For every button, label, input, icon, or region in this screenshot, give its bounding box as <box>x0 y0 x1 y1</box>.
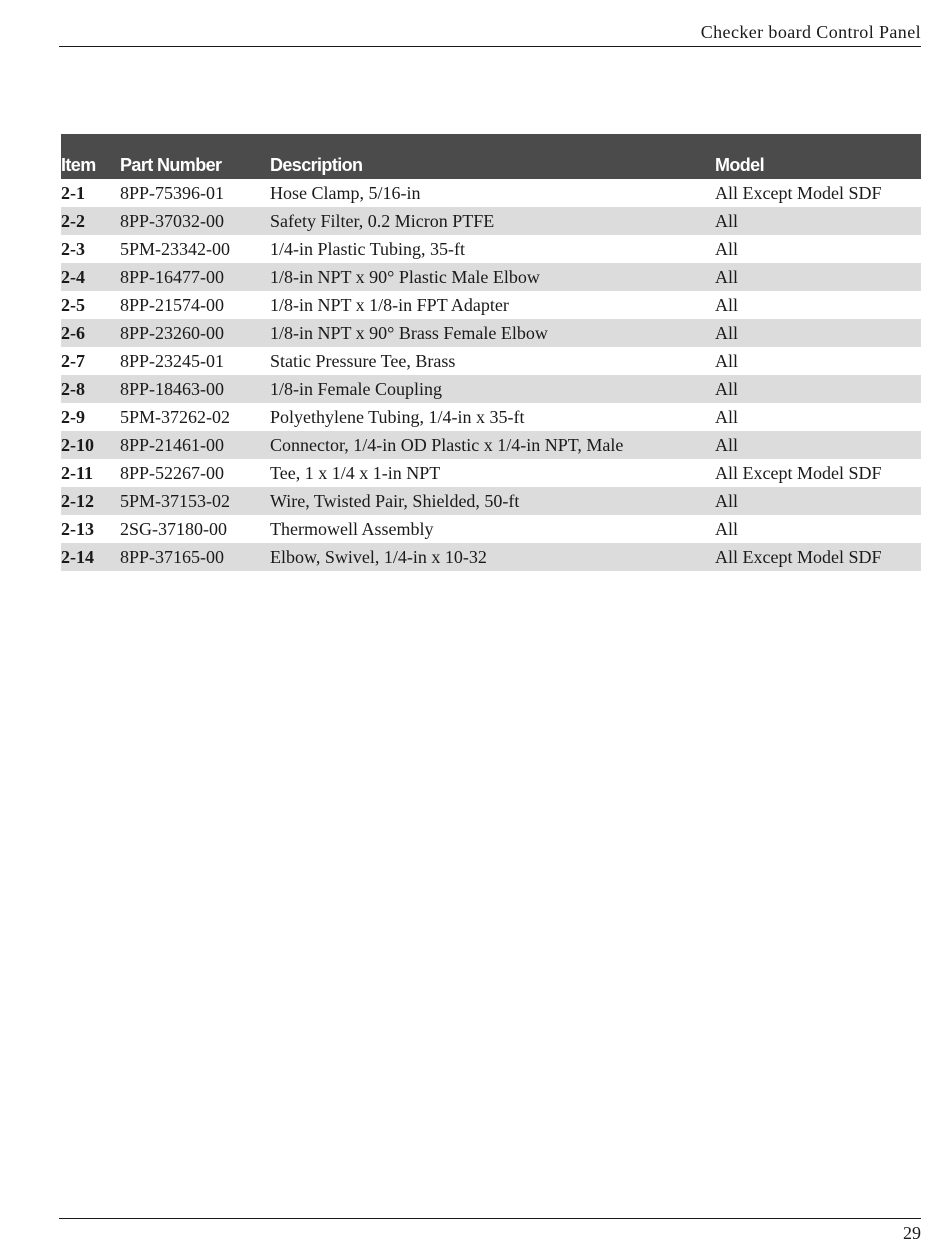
cell-model: All <box>715 319 921 347</box>
cell-description: 1/8-in Female Coupling <box>270 375 715 403</box>
parts-list-table <box>61 134 921 571</box>
footer-divider <box>59 1218 921 1219</box>
cell-item: 2-8 <box>61 375 120 403</box>
cell-model: All <box>715 350 739 371</box>
running-header-title: Checker board Control Panel <box>700 22 921 42</box>
cell-item: 2-1 <box>61 182 85 203</box>
cell-model: All <box>715 238 739 259</box>
cell-model: All Except Model SDF <box>715 182 882 203</box>
cell-item: 2-3 <box>61 238 85 259</box>
cell-part-number: 8PP-75396-01 <box>120 182 225 203</box>
cell-model: All Except Model SDF <box>715 543 921 571</box>
cell-part-number: 8PP-23260-00 <box>120 319 270 347</box>
cell-item: 2-13 <box>61 518 94 539</box>
cell-description: Wire, Twisted Pair, Shielded, 50-ft <box>270 487 715 515</box>
cell-item: 2-9 <box>61 406 85 427</box>
cell-part-number: 5PM-23342-00 <box>120 238 231 259</box>
table-row <box>61 291 921 319</box>
table-row <box>61 179 921 207</box>
cell-model: All <box>715 487 921 515</box>
cell-description: 1/8-in NPT x 90° Plastic Male Elbow <box>270 263 715 291</box>
cell-model: All <box>715 294 739 315</box>
cell-part-number: 8PP-16477-00 <box>120 263 270 291</box>
table-header <box>61 134 921 179</box>
table-row <box>61 319 921 347</box>
cell-description: Static Pressure Tee, Brass <box>270 350 456 371</box>
table-row <box>61 207 921 235</box>
table-row <box>61 431 921 459</box>
column-header-model: Model <box>715 134 921 179</box>
cell-item: 2-14 <box>61 543 120 571</box>
column-header-item: Item <box>61 134 120 179</box>
cell-item: 2-2 <box>61 207 120 235</box>
table-row <box>61 515 921 543</box>
cell-model: All <box>715 375 921 403</box>
cell-item: 2-11 <box>61 462 94 483</box>
header-divider <box>59 46 921 47</box>
cell-description: 1/8-in NPT x 90° Brass Female Elbow <box>270 319 715 347</box>
table-row <box>61 487 921 515</box>
cell-model: All <box>715 518 739 539</box>
table-row <box>61 235 921 263</box>
cell-item: 2-10 <box>61 431 120 459</box>
cell-item: 2-5 <box>61 294 85 315</box>
cell-description: Safety Filter, 0.2 Micron PTFE <box>270 207 715 235</box>
cell-part-number: 8PP-21574-00 <box>120 294 225 315</box>
cell-part-number: 5PM-37153-02 <box>120 487 270 515</box>
page-number: 29 <box>903 1223 921 1243</box>
cell-part-number: 2SG-37180-00 <box>120 518 227 539</box>
cell-part-number: 8PP-37032-00 <box>120 207 270 235</box>
cell-description: Elbow, Swivel, 1/4-in x 10-32 <box>270 543 715 571</box>
cell-description: 1/4-in Plastic Tubing, 35-ft <box>270 238 466 259</box>
cell-description: Tee, 1 x 1/4 x 1-in NPT <box>270 462 441 483</box>
column-header-description: Description <box>270 134 715 179</box>
table-body <box>61 179 921 571</box>
table-row <box>61 403 921 431</box>
cell-part-number: 5PM-37262-02 <box>120 406 231 427</box>
table-row <box>61 375 921 403</box>
cell-part-number: 8PP-21461-00 <box>120 431 270 459</box>
cell-model: All <box>715 207 921 235</box>
table-row <box>61 347 921 375</box>
cell-item: 2-4 <box>61 263 120 291</box>
cell-part-number: 8PP-37165-00 <box>120 543 270 571</box>
cell-item: 2-6 <box>61 319 120 347</box>
cell-description: 1/8-in NPT x 1/8-in FPT Adapter <box>270 294 509 315</box>
table-row <box>61 263 921 291</box>
cell-description: Hose Clamp, 5/16-in <box>270 182 421 203</box>
cell-part-number: 8PP-18463-00 <box>120 375 270 403</box>
table-row <box>61 459 921 487</box>
cell-description: Thermowell Assembly <box>270 518 434 539</box>
cell-model: All <box>715 406 739 427</box>
cell-model: All <box>715 263 921 291</box>
column-header-part-number: Part Number <box>120 134 270 179</box>
cell-model: All <box>715 431 921 459</box>
cell-model: All Except Model SDF <box>715 462 882 483</box>
cell-part-number: 8PP-52267-00 <box>120 462 225 483</box>
table-header-row <box>61 134 921 179</box>
cell-part-number: 8PP-23245-01 <box>120 350 225 371</box>
cell-item: 2-7 <box>61 350 85 371</box>
cell-item: 2-12 <box>61 487 120 515</box>
table-row <box>61 543 921 571</box>
cell-description: Polyethylene Tubing, 1/4-in x 35-ft <box>270 406 525 427</box>
cell-description: Connector, 1/4-in OD Plastic x 1/4-in NPT, Male <box>270 431 715 459</box>
